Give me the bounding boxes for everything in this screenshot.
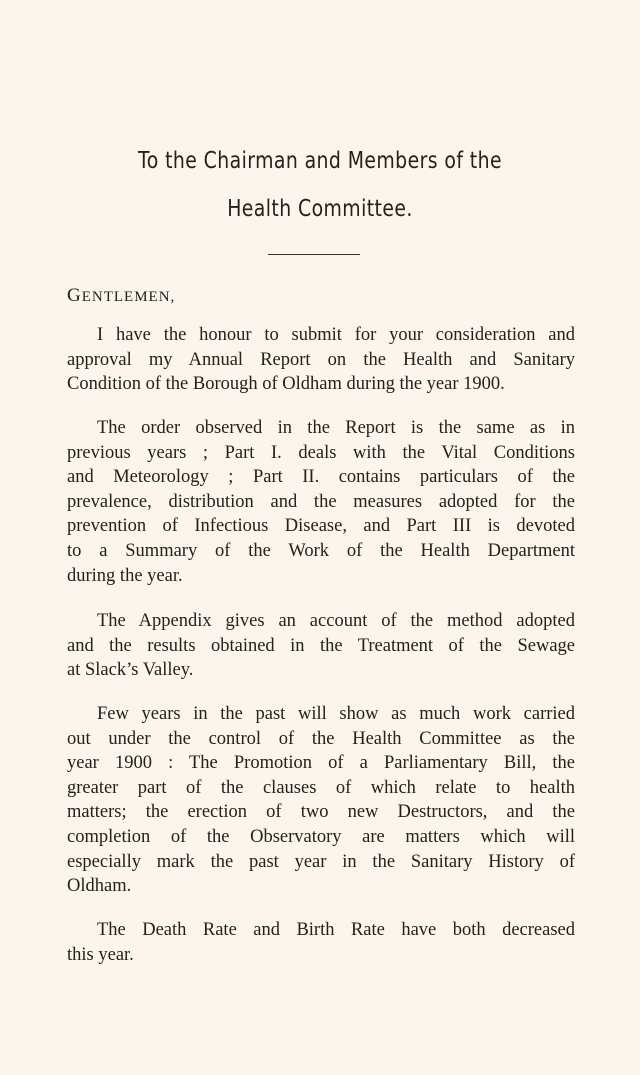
paragraph-5 (67, 918, 575, 967)
paragraph-line: to a Summary of the Work of the Health Department (67, 540, 575, 561)
paragraph-3 (67, 609, 575, 683)
heading-line-1: To the Chairman and Members of the (138, 148, 502, 174)
paragraph-line: Oldham. (67, 876, 132, 897)
heading-line-2: Health Committee. (227, 196, 413, 222)
paragraph-2 (67, 416, 575, 588)
paragraph-line: Few years in the past will show as much work carried (97, 704, 575, 724)
divider-rule (268, 254, 360, 255)
paragraph-line: this year. (67, 944, 134, 965)
paragraph-line: especially mark the past year in the Sanitary History of (67, 851, 575, 872)
paragraph-line: and Meteorology ; Part II. contains particulars of the (67, 467, 575, 488)
paragraph-line: The Death Rate and Birth Rate have both decreased (97, 920, 575, 940)
paragraph-line: and the results obtained in the Treatment of the Sewage (67, 635, 575, 656)
paragraph-line: during the year. (67, 565, 183, 586)
paragraph-line: matters; the erection of two new Destructors, and the (67, 802, 575, 823)
paragraph-line: The order observed in the Report is the same as in (97, 418, 575, 438)
paragraph-line: Condition of the Borough of Oldham during the year 1900. (67, 374, 505, 395)
salutation-rest: ENTLEMEN, (81, 289, 176, 305)
paragraph-line: completion of the Observatory are matters which will (67, 826, 575, 847)
paragraph-line: previous years ; Part I. deals with the Vital Conditions (67, 442, 575, 463)
paragraph-line: out under the control of the Health Committee as the (67, 728, 575, 749)
paragraph-line: The Appendix gives an account of the method adopted (97, 611, 575, 631)
paragraph-line: I have the honour to submit for your consideration and (97, 325, 575, 345)
paragraph-4 (67, 702, 575, 899)
paragraph-line: prevention of Infectious Disease, and Part III is devoted (67, 516, 575, 537)
paragraph-line: greater part of the clauses of which relate to health (67, 777, 575, 798)
paragraph-line: approval my Annual Report on the Health and Sanitary (67, 349, 575, 370)
salutation-initial: G (67, 285, 82, 306)
paragraph-line: at Slack’s Valley. (67, 660, 194, 681)
paragraph-line: prevalence, distribution and the measures adopted for the (67, 491, 575, 512)
salutation (67, 285, 175, 307)
paragraph-1 (67, 323, 575, 397)
paragraph-line: year 1900 : The Promotion of a Parliamentary Bill, the (67, 753, 575, 774)
